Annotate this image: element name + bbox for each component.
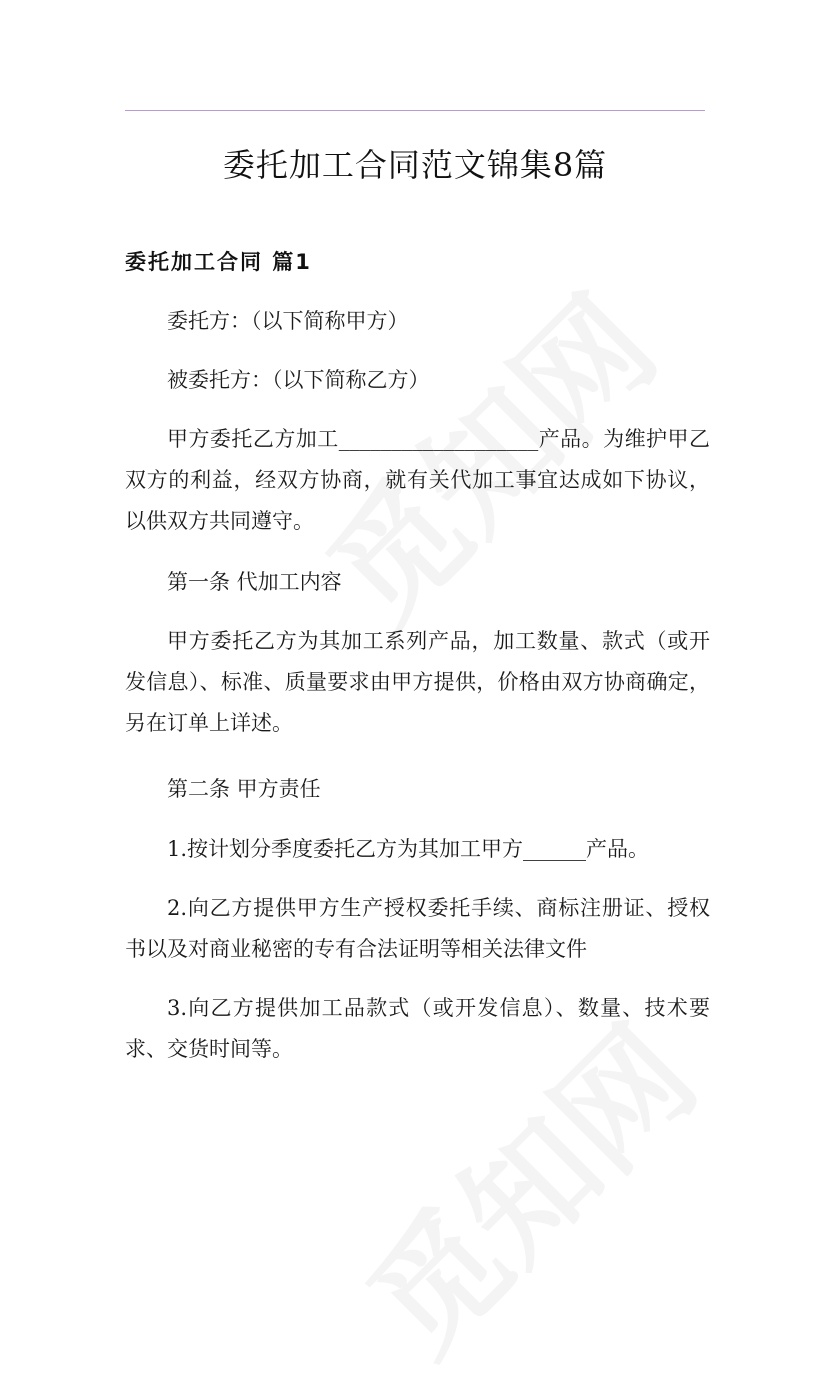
article-2-item-2: 2.向乙方提供甲方生产授权委托手续、商标注册证、授权书以及对商业秘密的专有合法证明等相关法律文件 — [125, 896, 710, 961]
article-2-item-1: 1.按计划分季度委托乙方为其加工甲方______产品。 — [167, 837, 650, 861]
document-title: 委托加工合同范文锦集8篇 — [222, 146, 608, 184]
header-divider — [125, 110, 705, 111]
article-2-heading: 第二条 甲方责任 — [167, 777, 321, 801]
section-heading: 委托加工合同 篇1 — [125, 250, 312, 274]
article-1-heading: 第一条 代加工内容 — [167, 570, 342, 594]
article-1-body: 甲方委托乙方为其加工系列产品，加工数量、款式（或开发信息）、标准、质量要求由甲方提供，价格由双方协商确定，另在订单上详述。 — [125, 629, 710, 735]
paragraph-client: 委托方：（以下简称甲方） — [167, 309, 409, 333]
paragraph-contractor: 被委托方：（以下简称乙方） — [167, 368, 430, 392]
paragraph-intro: 甲方委托乙方加工___________________产品。为维护甲乙双方的利益，经双方协商，就有关代加工事宜达成如下协议，以供双方共同遵守。 — [125, 427, 710, 533]
article-2-item-3: 3.向乙方提供加工品款式（或开发信息）、数量、技术要求、交货时间等。 — [125, 996, 710, 1061]
